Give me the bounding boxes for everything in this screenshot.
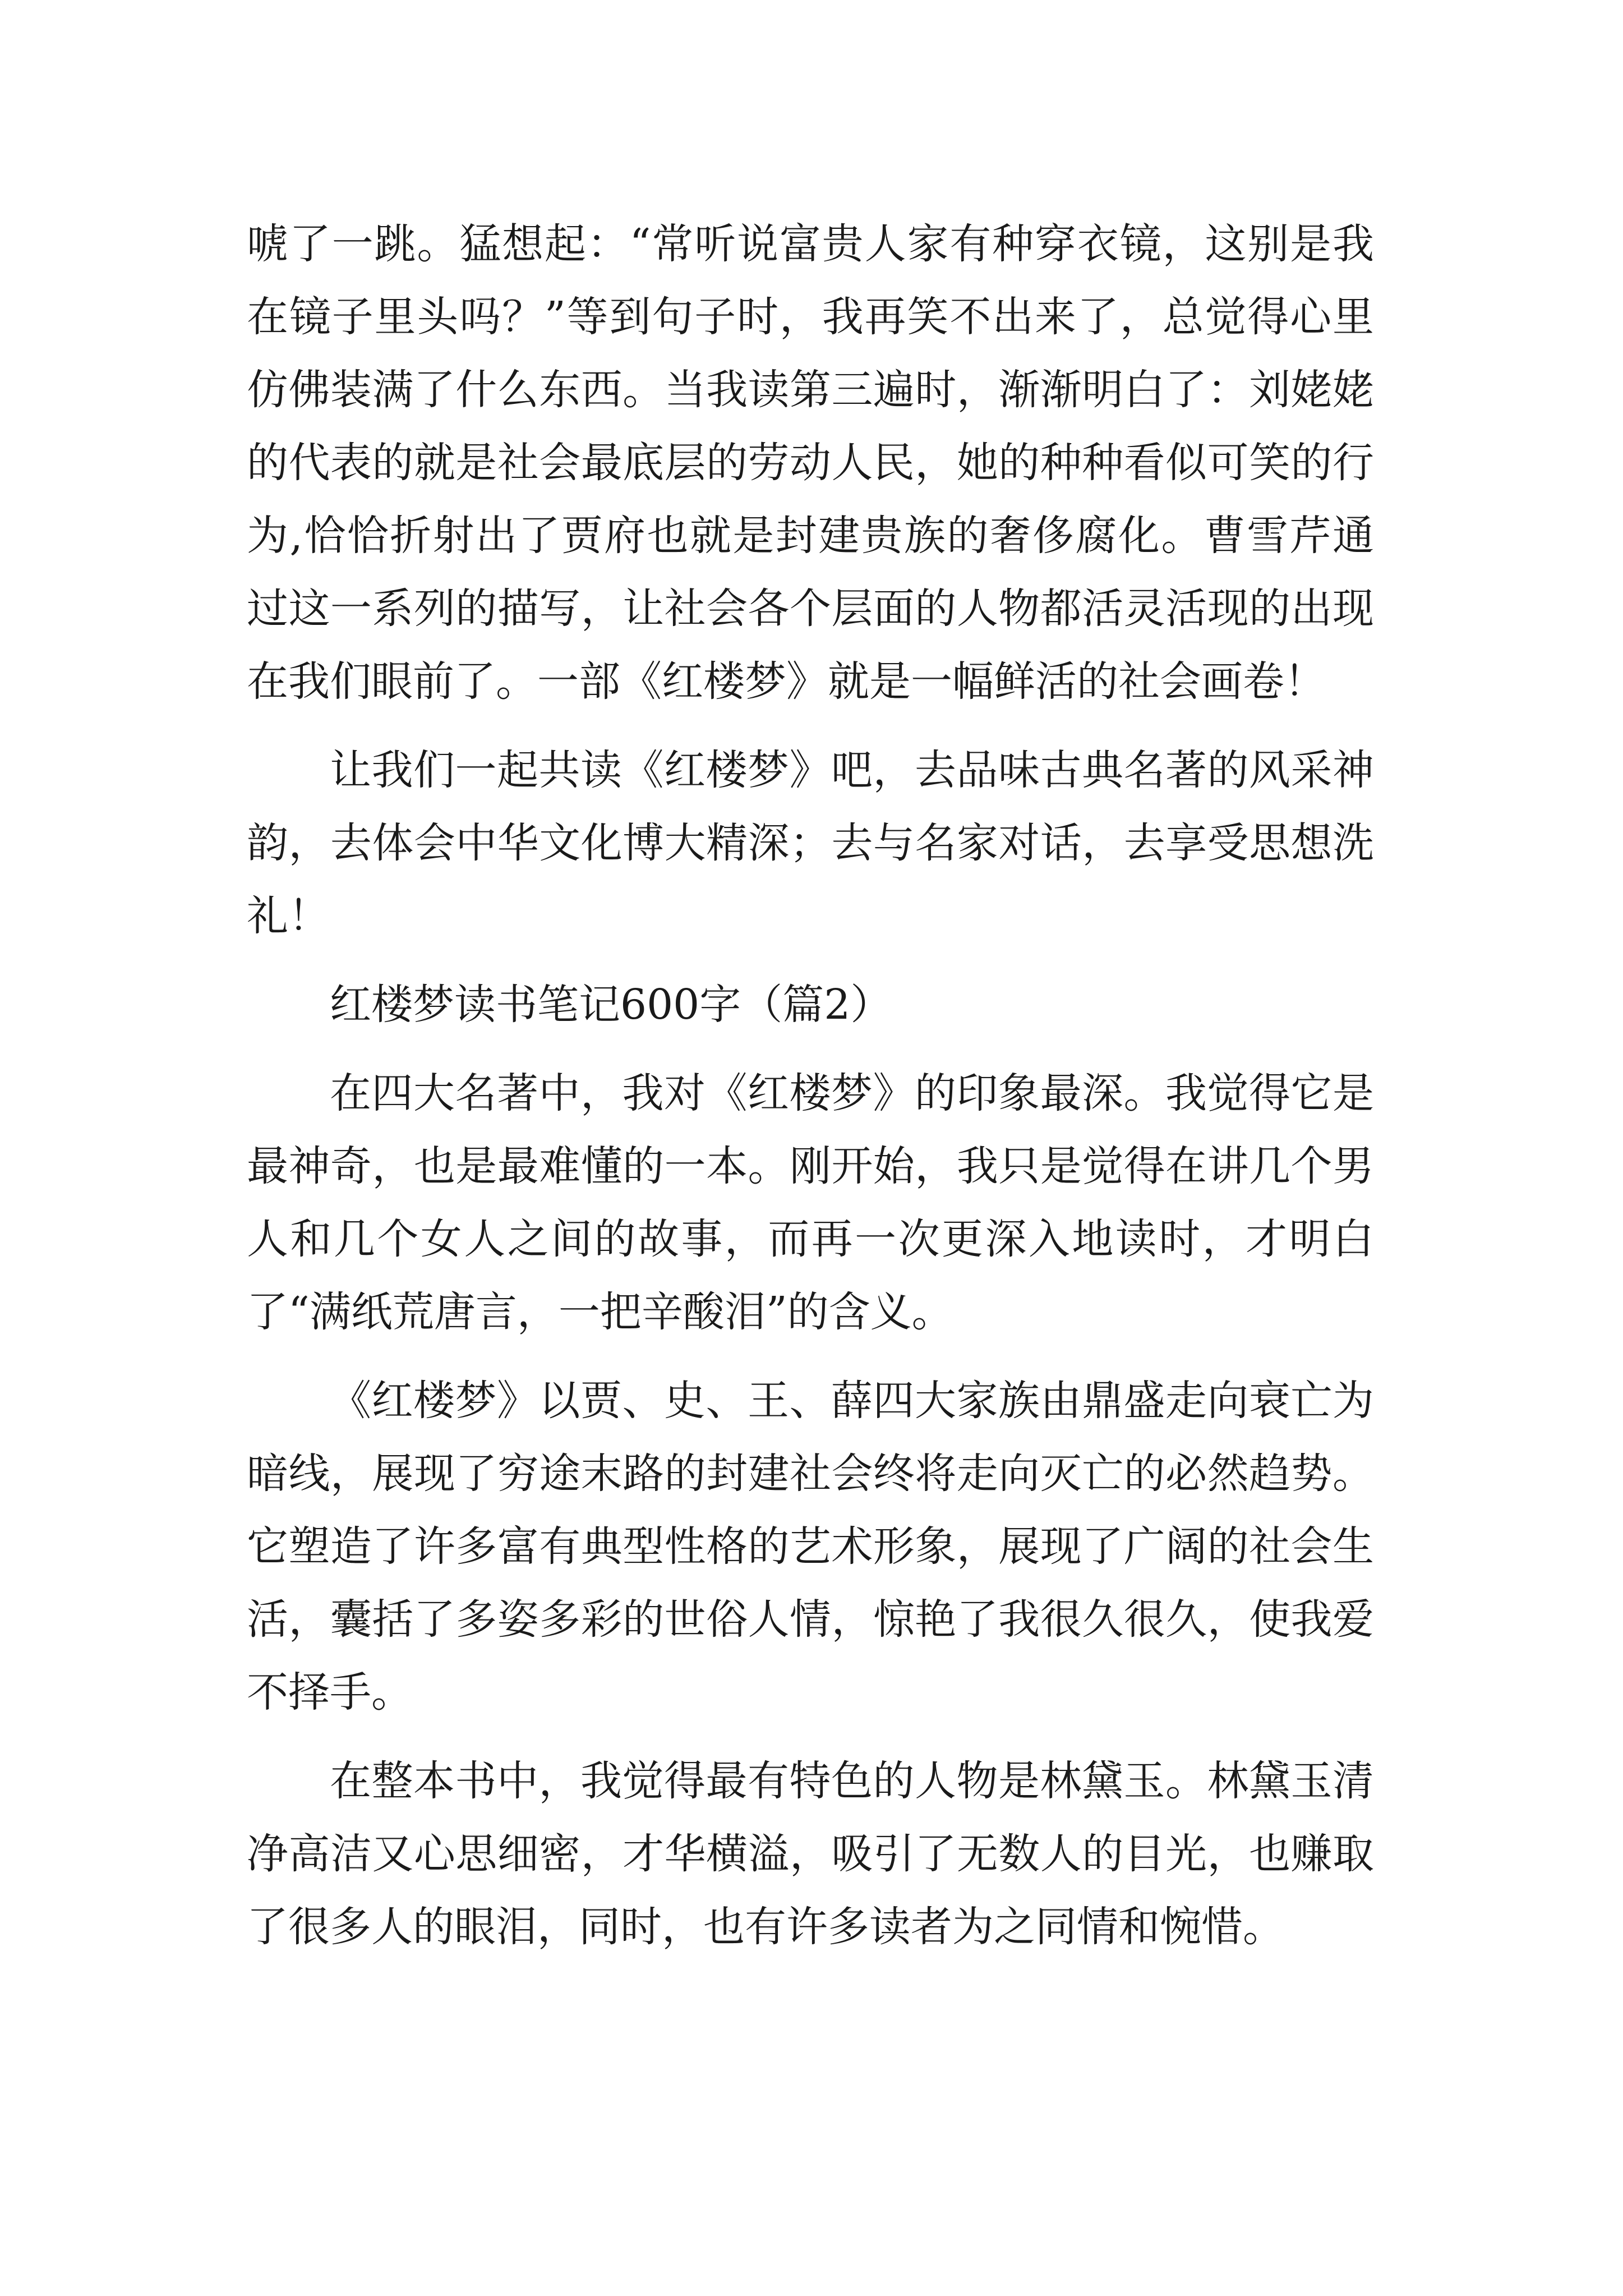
paragraph-1: 唬了一跳。猛想起：“常听说富贵人家有种穿衣镜，这别是我在镜子里头吗？”等到句子时，我再笑不出来了，总觉得心里仿佛装满了什么东西。当我读第三遍时，渐渐明白了：刘姥姥的代表的就是社会最底层的劳动人民，她的种种看似可笑的行为,恰恰折射出了贾府也就是封建贵族的奢侈腐化。曹雪芹通过这一系列的描写，让社会各个层面的人物都活灵活现的出现在我们眼前了。一部《红楼梦》就是一幅鲜活的社会画卷！ [247, 220, 1374, 706]
section-heading: 红楼梦读书笔记600字（篇2） [330, 981, 892, 1029]
section-paragraph-1: 在四大名著中，我对《红楼梦》的印象最深。我觉得它是最神奇，也是最难懂的一本。刚开始，我只是觉得在讲几个男人和几个女人之间的故事，而再一次更深入地读时，才明白了“满纸荒唐言，一把辛酸泪”的含义。 [247, 1069, 1374, 1336]
section-paragraph-3: 在整本书中，我觉得最有特色的人物是林黛玉。林黛玉清净高洁又心思细密，才华横溢，吸引了无数人的目光，也赚取了很多人的眼泪，同时，也有许多读者为之同情和惋惜。 [247, 1757, 1374, 1951]
document-body [247, 208, 1374, 1979]
paragraph-2: 让我们一起共读《红楼梦》吧，去品味古典名著的风采神韵，去体会中华文化博大精深；去与名家对话，去享受思想洗礼！ [247, 746, 1374, 940]
section-paragraph-2: 《红楼梦》以贾、史、王、薛四大家族由鼎盛走向衰亡为暗线，展现了穷途末路的封建社会终将走向灭亡的必然趋势。它塑造了许多富有典型性格的艺术形象，展现了广阔的社会生活，囊括了多姿多彩的世俗人情，惊艳了我很久很久，使我爱不择手。 [247, 1377, 1374, 1717]
